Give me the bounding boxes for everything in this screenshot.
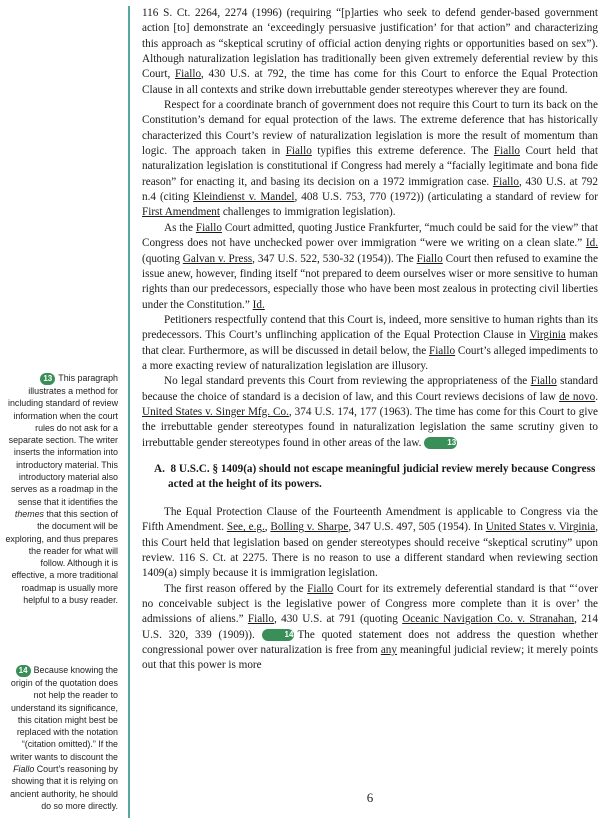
- text: .: [595, 390, 599, 403]
- heading-letter: A.: [154, 462, 165, 475]
- margin-note-13: [4, 372, 118, 606]
- case-cite: Bolling v. Sharpe: [270, 521, 349, 534]
- text: As the: [164, 221, 196, 234]
- paragraph-6: [142, 505, 598, 582]
- section-heading: [142, 462, 598, 493]
- paragraph-3: [142, 221, 598, 313]
- text: Court held that naturalization legislation is constitutional if Congress had merely a “facially legitimate and bona fide reason” for enacting it, and basing its decision on a 1972 immigration case.: [142, 145, 598, 188]
- brief-body: [142, 6, 598, 674]
- margin-notes: [0, 0, 124, 818]
- case-cite: Fiallo: [285, 145, 312, 158]
- text: (quoting: [142, 252, 183, 265]
- note-14-text-a: Because knowing the origin of the quotation does not help the reader to understand its significance, this citation might best be replaced with the notation “(citation omitted).” If the writer wants to discount the: [10, 665, 118, 762]
- case-cite: Fiallo: [195, 221, 222, 234]
- text: , 430 U.S. at 792, the time has come for this Court to enforce the Equal Protection Clause in all contexts and strike down irrebuttable gender stereotypes wherever they are found.: [142, 68, 598, 96]
- case-cite: Galvan v. Press: [182, 252, 253, 265]
- case-cite: Id.: [252, 298, 265, 311]
- margin-note-14: [4, 664, 118, 812]
- case-cite: Virginia: [529, 329, 566, 342]
- text: The first reason offered by the: [164, 582, 308, 595]
- text: No legal standard prevents this Court from reviewing the appropriateness of the: [164, 375, 531, 388]
- text: , 374 U.S. 174, 177 (1963). The time has come for this Court to give the irrebuttable gender stereotypes found in naturalization legislation the same scrutiny given to irrebuttable gender stereotypes found in other areas of the law.: [142, 405, 598, 449]
- paragraph-1: [142, 6, 598, 98]
- case-cite: United States v. Singer Mfg. Co.: [142, 405, 289, 418]
- case-cite: Fiallo: [307, 582, 334, 595]
- paragraph-4: [142, 313, 598, 374]
- note-14-emphasis: Fiallo: [13, 764, 35, 775]
- paragraph-5: [142, 374, 598, 451]
- paragraph-2: [142, 98, 598, 221]
- case-cite: Fiallo: [530, 375, 557, 388]
- case-cite: de novo: [559, 390, 596, 403]
- heading-text: 8 U.S.C. § 1409(a) should not escape meaningful judicial review merely because Congress acted at the height of its powers.: [168, 462, 596, 491]
- case-cite: Fiallo: [428, 344, 456, 357]
- text: Court then refused to examine the issue anew, however, finding itself “not prepared to deem ourselves wiser or more sensitive to human rights than our predecessors, especially those who have been most zealous in protecting civil liberties under the Constitution.”: [142, 252, 598, 311]
- text: Court admitted, quoting Justice Frankfurter, “much could be said for the view” that Congress does not have unchecked power over immigration “were we writing on a clean slate.”: [142, 221, 599, 250]
- text: , this Court held that legislation based on gender stereotypes should receive “skeptical scrutiny” upon review. 116 S. Ct. at 2275. There is no reason to use a different standard when reviewing section 1409(a) simply because it is immigration legislation.: [142, 521, 598, 580]
- case-cite: Fiallo: [492, 175, 519, 188]
- case-cite: Fiallo: [247, 613, 274, 626]
- text: makes that clear. Furthermore, as will be discussed in detail below, the: [142, 329, 598, 357]
- case-cite: Id.: [585, 237, 598, 250]
- case-cite: Fiallo: [493, 145, 521, 158]
- text: meaningful judicial review; it merely points out that this power is more: [142, 644, 598, 672]
- text: The Equal Protection Clause of the Fourteenth Amendment is applicable to Congress via the Fifth Amendment.: [142, 505, 598, 534]
- note-13-text-b: that this section of the document will be exploring, and thus prepares the reader for what will follow. Although it is effective, a more traditional roadmap is usually more helpful to a busy reader.: [5, 508, 118, 606]
- paragraph-7: [142, 582, 598, 674]
- text: standard because the choice of standard is a decision of law, and this Court reviews decisions of law: [142, 375, 599, 403]
- emphasis: any: [380, 644, 397, 657]
- text: 116 S. Ct. 2264, 2274 (1996) (requiring “[p]arties who seek to defend gender-based government action [to] demonstrate an ‘exceedingly persuasive justification’ for that action” and characterizing this approach as “skeptical scrutiny of official action denying rights or opportunities based on sex”). Although naturalization legislation has traditionally been given extremely deferential review by this Court,: [142, 7, 598, 81]
- text: , 408 U.S. 753, 770 (1972)) (articulating a standard of review for: [294, 191, 598, 204]
- annotation-13-marker: 13: [424, 437, 457, 449]
- text: , 214 U.S. 320, 339 (1909)).: [142, 613, 598, 641]
- note-14-text-b: Court’s reasoning by showing that it is relying on ancient authority, he should do so more directly.: [10, 764, 118, 811]
- note-13-badge: 13: [40, 373, 55, 385]
- note-14-badge: 14: [16, 665, 31, 677]
- signal: See, e.g.: [226, 521, 265, 534]
- case-cite: First Amendment: [142, 206, 221, 219]
- case-cite: Fiallo: [416, 252, 443, 265]
- text: Court’s alleged impediments to a more exacting review of naturalization legislation are illusory.: [142, 344, 599, 372]
- case-cite: Oceanic Navigation Co. v. Stranahan: [402, 613, 575, 626]
- text: Respect for a coordinate branch of government does not require this Court to turn its back on the Constitution’s demand for equal protection of the laws. The extreme deference that has historically characterized this Court’s review of naturalization legislation is more the result of momentum than logic. The approach taken in: [142, 99, 598, 158]
- text: , 430 U.S. at 791 (quoting: [274, 613, 403, 626]
- note-13-emphasis: themes: [14, 508, 44, 519]
- note-13-text-a: This paragraph illustrates a method for including standard of review information when the court rules do not ask for a separate section. The writer inserts the information into introductory material. This introductory material also serves as a roadmap in the sense that it identifies the: [7, 373, 118, 507]
- case-cite: Fiallo: [174, 68, 202, 81]
- text: ,: [264, 521, 271, 534]
- text: Court for its extremely deferential standard is that “‘over no conceivable subject is the legislative power of Congress more complete than it is over’ the admissions of aliens.”: [142, 582, 599, 626]
- text: , 430 U.S. at 792 n.4 (citing: [142, 175, 598, 204]
- text: , 347 U.S. 497, 505 (1954). In: [348, 521, 486, 534]
- text: typifies this extreme deference. The: [311, 145, 494, 158]
- margin-divider: [128, 6, 130, 818]
- page-number: 6: [366, 790, 374, 805]
- text: The quoted statement does not address the question whether congressional power over naturalization is free from: [142, 628, 598, 657]
- case-cite: Kleindienst v. Mandel: [193, 191, 295, 204]
- text: , 347 U.S. 522, 530-32 (1954)). The: [252, 252, 417, 265]
- text: Petitioners respectfully contend that this Court is, indeed, more sensitive to human rights than its predecessors. This Court’s unflinching application of the Equal Protection Clause in: [142, 313, 598, 342]
- annotation-14-marker: 14: [262, 629, 295, 641]
- text: challenges to immigration legislation).: [220, 206, 396, 219]
- case-cite: United States v. Virginia: [485, 521, 596, 534]
